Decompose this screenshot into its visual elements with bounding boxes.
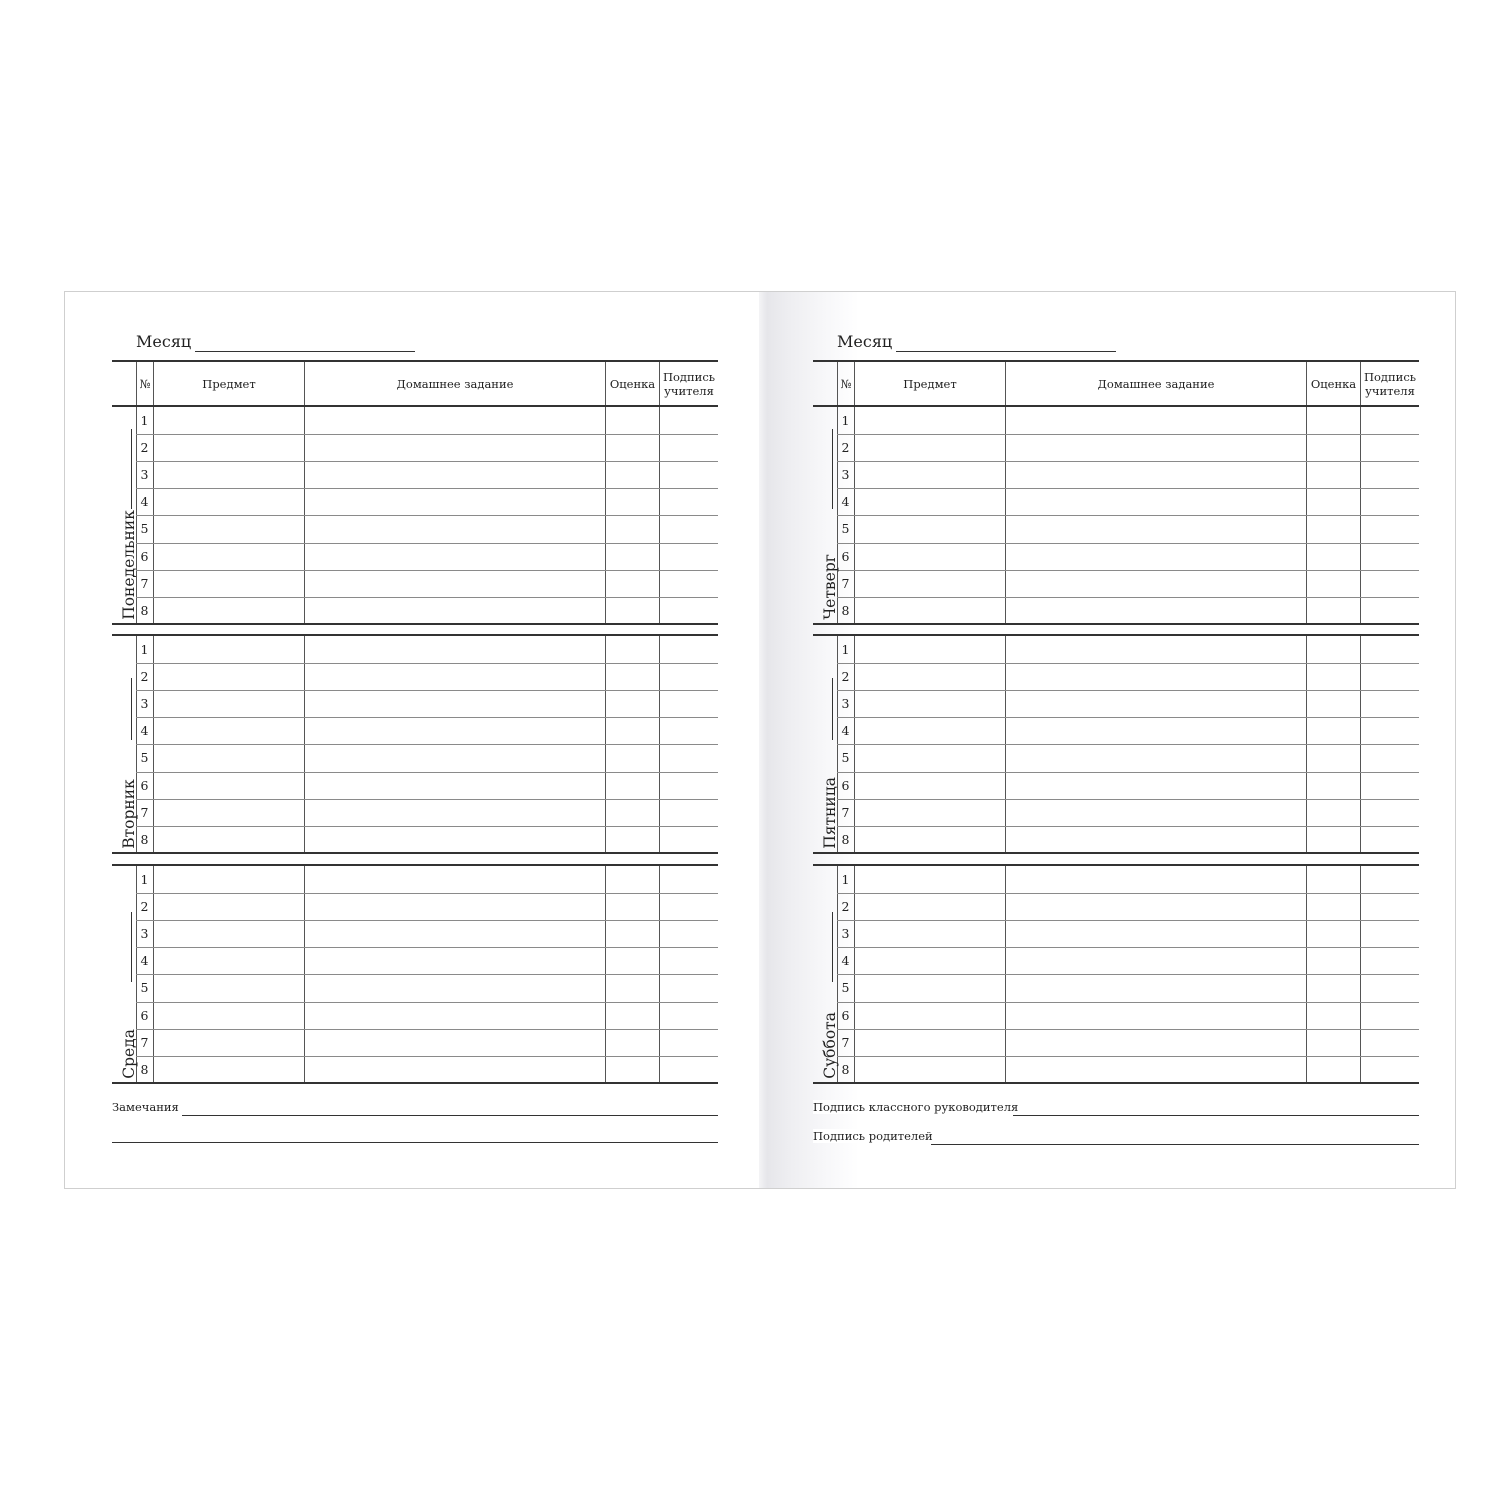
row-divider	[136, 799, 718, 800]
row-divider	[837, 717, 1419, 718]
lesson-number: 1	[841, 642, 850, 657]
left-page	[112, 292, 718, 1188]
month-label: Месяц	[136, 332, 192, 351]
remarks-input-line[interactable]	[182, 1115, 718, 1116]
lesson-row[interactable]	[854, 434, 1419, 461]
lesson-number: 6	[140, 1007, 149, 1023]
row-divider	[837, 974, 1419, 975]
row-divider	[837, 772, 1419, 773]
row-divider	[837, 744, 1419, 745]
lesson-number: 7	[841, 804, 850, 820]
row-divider	[136, 717, 718, 718]
section-bottom-border	[813, 623, 1419, 625]
lesson-number: 1	[140, 642, 149, 657]
lesson-row[interactable]	[153, 663, 718, 690]
lesson-number: 5	[841, 521, 850, 537]
lesson-number: 8	[140, 831, 149, 847]
date-input-line[interactable]	[131, 678, 132, 740]
day-label: Среда	[120, 1029, 138, 1079]
parents-signature-label: Подпись родителей	[813, 1129, 937, 1143]
header-signature: Подпись учителя	[1360, 362, 1419, 405]
lesson-row[interactable]	[854, 920, 1419, 947]
lesson-number: 6	[841, 777, 850, 793]
row-divider	[837, 663, 1419, 664]
row-divider	[837, 1056, 1419, 1057]
lesson-number: 7	[140, 804, 149, 820]
lesson-row[interactable]	[153, 434, 718, 461]
lesson-row[interactable]	[153, 515, 718, 542]
lesson-number: 5	[841, 750, 850, 766]
header-number: №	[837, 362, 854, 405]
lesson-number: 8	[140, 602, 149, 618]
section-bottom-border	[112, 1082, 718, 1084]
lesson-row[interactable]	[153, 690, 718, 717]
lesson-number: 2	[140, 899, 149, 915]
lesson-number: 4	[841, 953, 850, 969]
date-input-line[interactable]	[832, 912, 833, 982]
lesson-row[interactable]	[854, 1029, 1419, 1056]
lesson-number: 3	[841, 926, 850, 942]
section-bottom-border	[813, 1082, 1419, 1084]
row-divider	[136, 893, 718, 894]
lesson-number: 8	[140, 1061, 149, 1077]
parents-signature-field	[813, 1129, 1419, 1149]
row-divider	[136, 597, 718, 598]
lesson-row[interactable]	[153, 920, 718, 947]
lesson-number: 7	[140, 575, 149, 591]
lesson-row[interactable]	[153, 543, 718, 570]
lesson-number: 1	[140, 872, 149, 887]
lesson-row[interactable]	[153, 974, 718, 1001]
lesson-row[interactable]	[153, 1056, 718, 1083]
lesson-row[interactable]	[153, 866, 718, 893]
section-bottom-border	[813, 852, 1419, 854]
lesson-number: 1	[841, 413, 850, 428]
header-homework: Домашнее задание	[304, 362, 605, 405]
right-page	[813, 292, 1419, 1188]
lesson-number: 5	[140, 980, 149, 996]
remarks-field	[112, 1100, 718, 1120]
lesson-number: 2	[841, 899, 850, 915]
row-divider	[136, 461, 718, 462]
lesson-number: 2	[841, 669, 850, 685]
day-label: Понедельник	[120, 510, 138, 620]
lesson-row[interactable]	[854, 515, 1419, 542]
lesson-number: 2	[140, 669, 149, 685]
row-divider	[837, 515, 1419, 516]
lesson-row[interactable]	[153, 772, 718, 799]
lesson-row[interactable]	[153, 799, 718, 826]
row-divider	[837, 543, 1419, 544]
lesson-number: 6	[841, 548, 850, 564]
lesson-number: 3	[140, 926, 149, 942]
lesson-number: 4	[140, 494, 149, 510]
row-divider	[136, 1056, 718, 1057]
lesson-row[interactable]	[854, 772, 1419, 799]
row-divider	[837, 597, 1419, 598]
row-divider	[837, 799, 1419, 800]
header-number: №	[136, 362, 153, 405]
lesson-row[interactable]	[153, 893, 718, 920]
lesson-number: 6	[140, 777, 149, 793]
lesson-row[interactable]	[854, 1056, 1419, 1083]
month-field	[837, 332, 1137, 354]
lesson-number: 5	[140, 750, 149, 766]
header-homework: Домашнее задание	[1005, 362, 1306, 405]
date-input-line[interactable]	[131, 912, 132, 982]
row-divider	[837, 1029, 1419, 1030]
row-divider	[136, 744, 718, 745]
date-input-line[interactable]	[131, 429, 132, 509]
lesson-number: 1	[140, 413, 149, 428]
lesson-row[interactable]	[854, 543, 1419, 570]
lesson-row[interactable]	[153, 570, 718, 597]
row-divider	[136, 1002, 718, 1003]
lesson-row[interactable]	[153, 826, 718, 853]
diary-spread	[64, 291, 1456, 1189]
lesson-number: 6	[841, 1007, 850, 1023]
lesson-row[interactable]	[854, 570, 1419, 597]
lesson-row[interactable]	[153, 407, 718, 434]
day-section	[112, 634, 718, 854]
row-divider	[136, 488, 718, 489]
lesson-row[interactable]	[854, 717, 1419, 744]
lesson-number: 1	[841, 872, 850, 887]
lesson-number: 5	[140, 521, 149, 537]
row-divider	[837, 920, 1419, 921]
parents-signature-line[interactable]	[931, 1144, 1419, 1145]
date-input-line[interactable]	[832, 429, 833, 509]
row-divider	[136, 543, 718, 544]
row-divider	[837, 826, 1419, 827]
lesson-number: 2	[140, 440, 149, 456]
lesson-number: 3	[140, 467, 149, 483]
header-subject: Предмет	[854, 362, 1005, 405]
row-divider	[837, 461, 1419, 462]
lesson-row[interactable]	[854, 407, 1419, 434]
lesson-number: 3	[841, 467, 850, 483]
row-divider	[136, 826, 718, 827]
day-section	[813, 634, 1419, 854]
lesson-number: 7	[841, 1034, 850, 1050]
date-input-line[interactable]	[832, 678, 833, 740]
month-input-line[interactable]	[896, 351, 1116, 352]
row-divider	[136, 974, 718, 975]
row-divider	[837, 1002, 1419, 1003]
class-teacher-signature-line[interactable]	[1013, 1115, 1419, 1116]
header-signature: Подпись учителя	[659, 362, 718, 405]
header-grade: Оценка	[605, 362, 659, 405]
day-label: Суббота	[821, 1012, 839, 1079]
row-divider	[837, 488, 1419, 489]
row-divider	[136, 920, 718, 921]
lesson-row[interactable]	[153, 717, 718, 744]
lesson-number: 7	[841, 575, 850, 591]
lesson-row[interactable]	[854, 597, 1419, 624]
day-label: Четверг	[821, 554, 839, 620]
lesson-row[interactable]	[854, 974, 1419, 1001]
lesson-number: 6	[140, 548, 149, 564]
lesson-row[interactable]	[153, 1029, 718, 1056]
lesson-row[interactable]	[854, 799, 1419, 826]
lesson-number: 4	[140, 953, 149, 969]
lesson-number: 4	[140, 723, 149, 739]
lesson-row[interactable]	[153, 636, 718, 663]
lesson-row[interactable]	[854, 461, 1419, 488]
lesson-row[interactable]	[153, 488, 718, 515]
lesson-row[interactable]	[153, 461, 718, 488]
row-divider	[136, 570, 718, 571]
day-section	[813, 407, 1419, 627]
section-bottom-border	[112, 623, 718, 625]
lesson-row[interactable]	[854, 488, 1419, 515]
month-label: Месяц	[837, 332, 893, 351]
lesson-number: 8	[841, 831, 850, 847]
lesson-number: 4	[841, 723, 850, 739]
row-divider	[837, 893, 1419, 894]
row-divider	[136, 772, 718, 773]
lesson-row[interactable]	[854, 1002, 1419, 1029]
lesson-number: 3	[841, 696, 850, 712]
day-label: Пятница	[821, 777, 839, 849]
table-header	[813, 360, 1419, 407]
row-divider	[136, 515, 718, 516]
class-teacher-signature-field	[813, 1100, 1419, 1120]
lesson-row[interactable]	[854, 744, 1419, 771]
header-grade: Оценка	[1306, 362, 1360, 405]
row-divider	[136, 690, 718, 691]
row-divider	[837, 690, 1419, 691]
lesson-row[interactable]	[854, 947, 1419, 974]
remarks-label: Замечания	[112, 1100, 183, 1114]
day-section	[813, 864, 1419, 1084]
lesson-number: 7	[140, 1034, 149, 1050]
lesson-row[interactable]	[854, 663, 1419, 690]
remarks-input-line-2[interactable]	[112, 1142, 718, 1143]
day-section	[112, 407, 718, 627]
day-section	[112, 864, 718, 1084]
row-divider	[136, 1029, 718, 1030]
row-divider	[136, 434, 718, 435]
lesson-row[interactable]	[153, 947, 718, 974]
month-input-line[interactable]	[195, 351, 415, 352]
row-divider	[136, 663, 718, 664]
lesson-row[interactable]	[153, 597, 718, 624]
day-label: Вторник	[120, 779, 138, 849]
lesson-row[interactable]	[854, 893, 1419, 920]
lesson-number: 3	[140, 696, 149, 712]
row-divider	[136, 947, 718, 948]
lesson-number: 8	[841, 602, 850, 618]
lesson-row[interactable]	[153, 744, 718, 771]
table-header	[112, 360, 718, 407]
class-teacher-signature-label: Подпись классного руководителя	[813, 1100, 1022, 1114]
lesson-row[interactable]	[854, 866, 1419, 893]
month-field	[136, 332, 436, 354]
row-divider	[837, 434, 1419, 435]
header-subject: Предмет	[153, 362, 304, 405]
row-divider	[837, 947, 1419, 948]
lesson-row[interactable]	[854, 636, 1419, 663]
lesson-number: 4	[841, 494, 850, 510]
lesson-row[interactable]	[153, 1002, 718, 1029]
section-bottom-border	[112, 852, 718, 854]
lesson-number: 2	[841, 440, 850, 456]
lesson-row[interactable]	[854, 690, 1419, 717]
lesson-number: 8	[841, 1061, 850, 1077]
lesson-row[interactable]	[854, 826, 1419, 853]
lesson-number: 5	[841, 980, 850, 996]
row-divider	[837, 570, 1419, 571]
